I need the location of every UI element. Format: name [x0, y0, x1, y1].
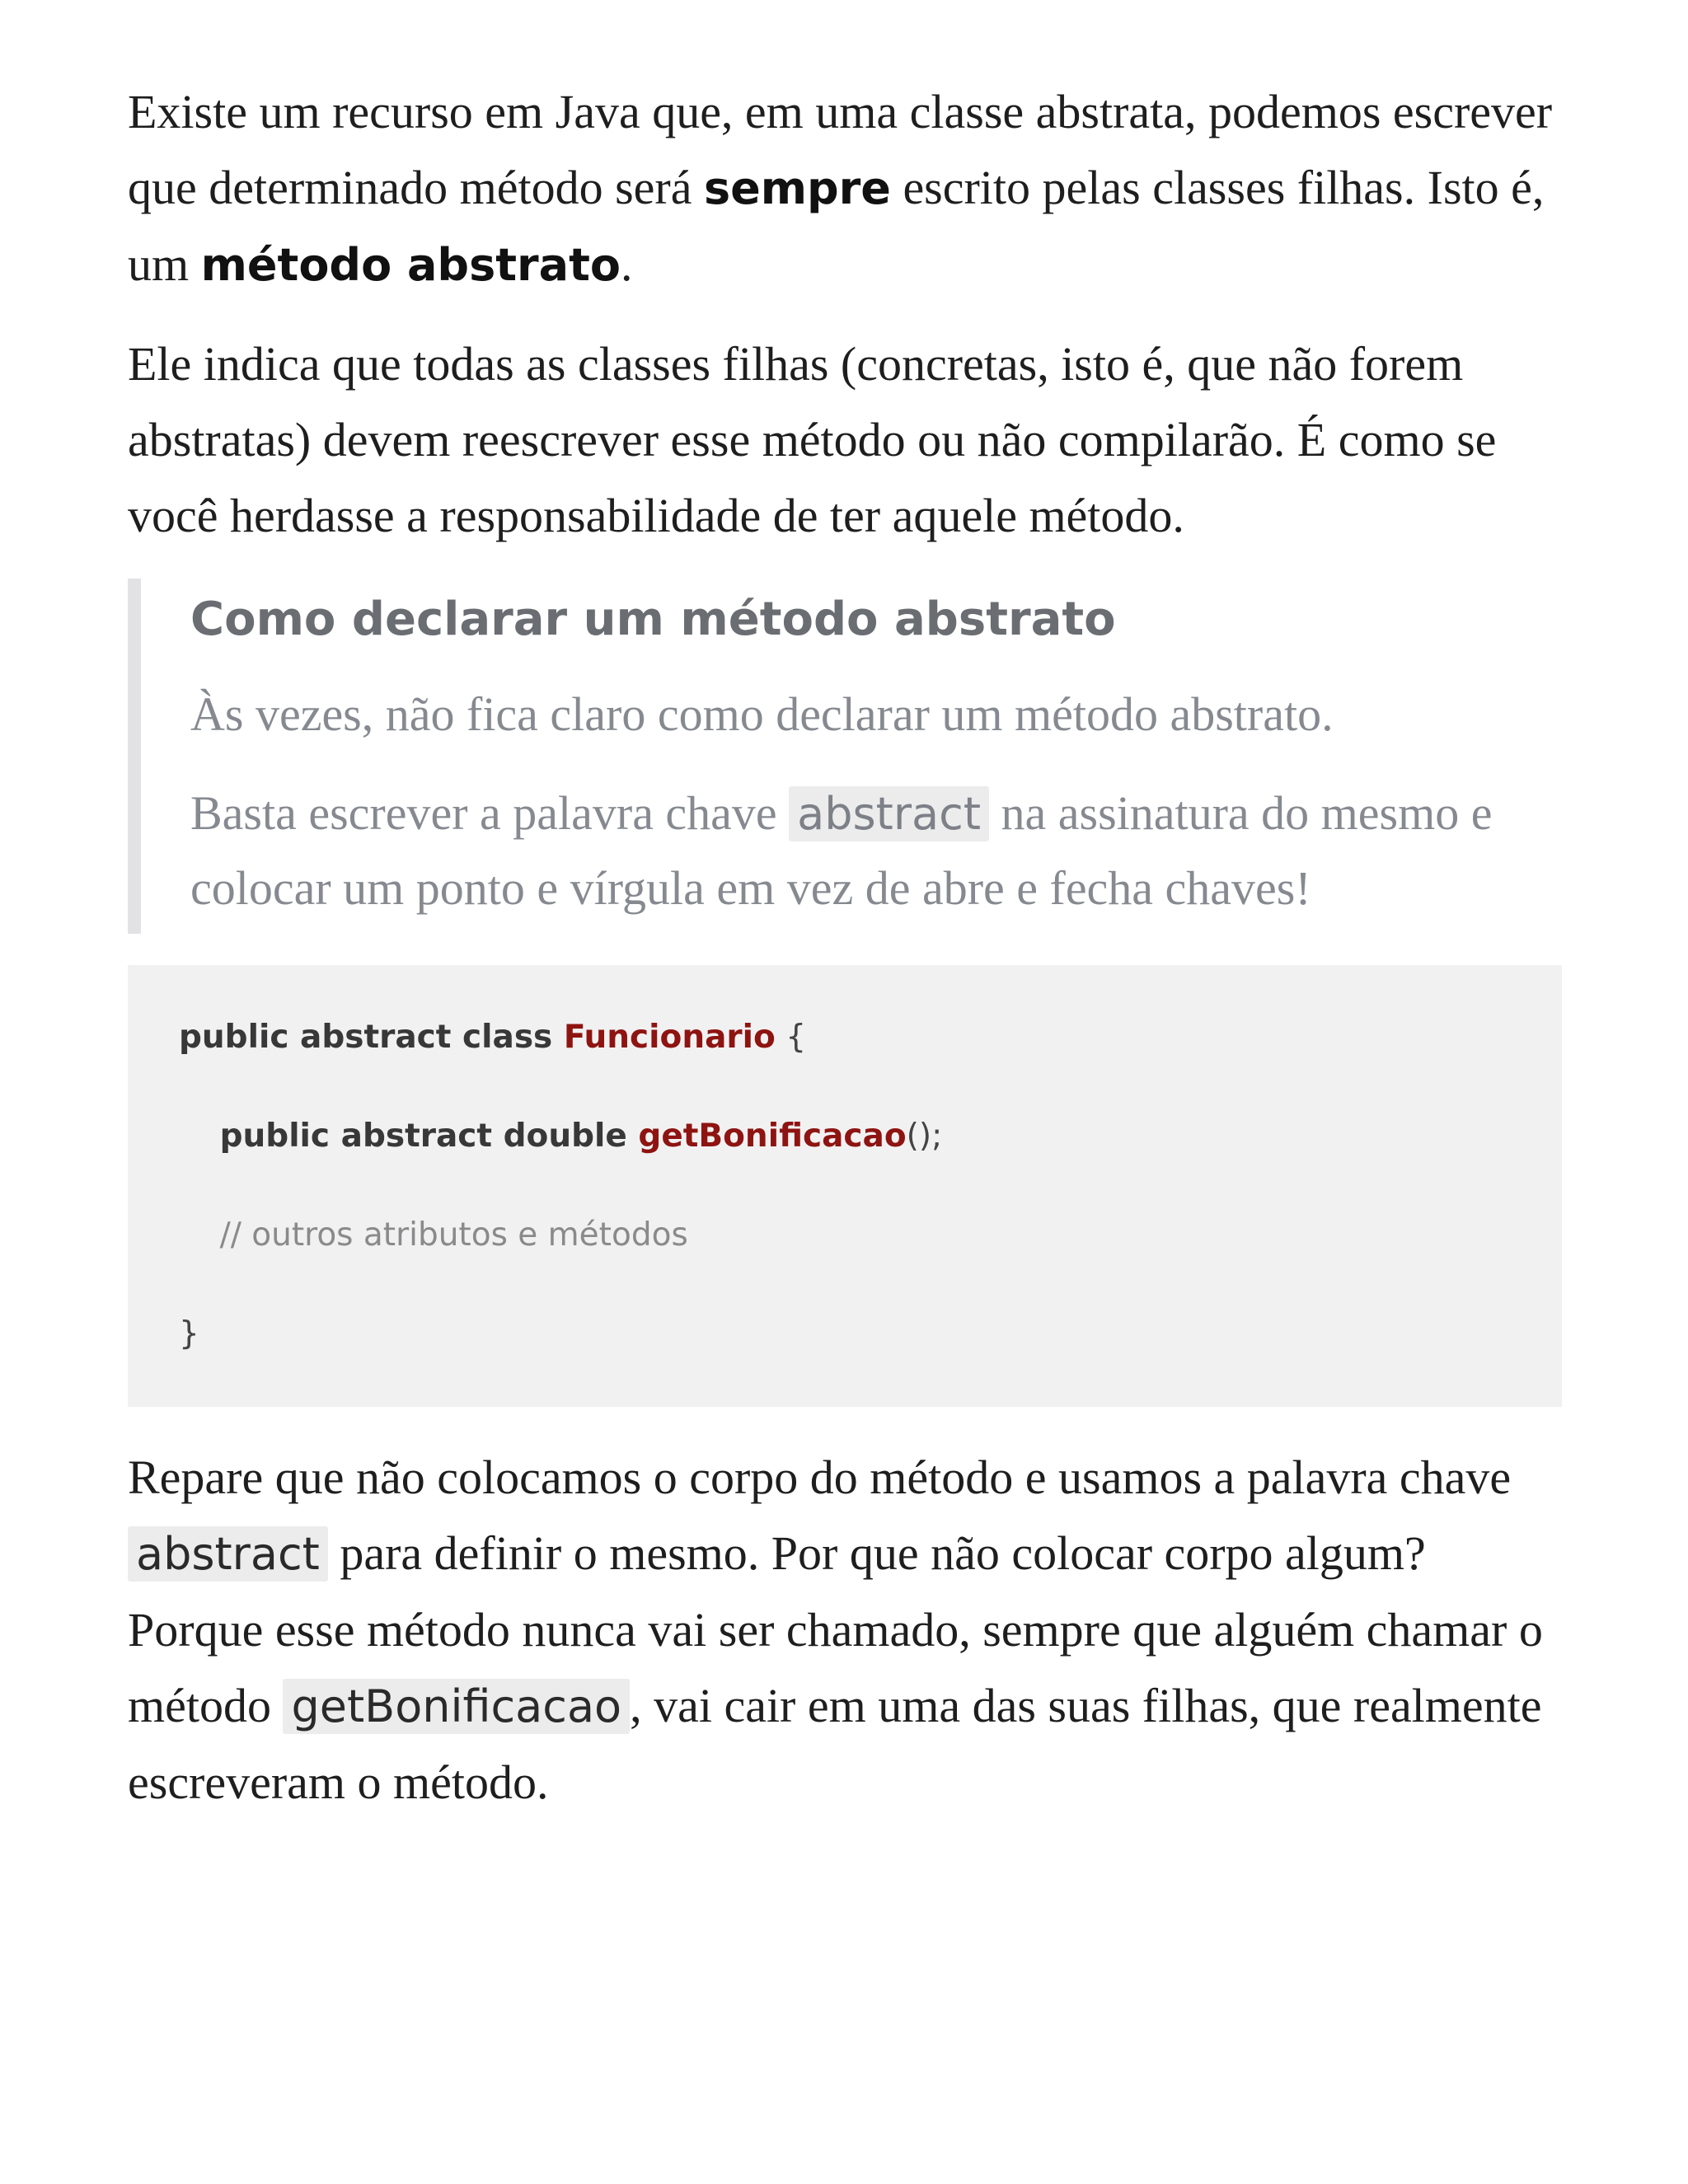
- code-brace: {: [775, 1019, 807, 1056]
- callout-paragraph: [190, 776, 1562, 926]
- paragraph-text: .: [621, 237, 633, 291]
- paragraph-text: Existe um recurso em Java que, em uma classe abstrata, podemos escrever que determinado método será: [128, 85, 1553, 214]
- inline-code-abstract: abstract: [789, 786, 989, 841]
- inline-code-getbonificacao: getBonificacao: [283, 1679, 630, 1734]
- code-method-name: getBonificacao: [638, 1118, 907, 1155]
- bold-text-sempre: sempre: [703, 162, 891, 214]
- code-closing-brace: }: [179, 1315, 199, 1352]
- code-class-name: Funcionario: [563, 1019, 776, 1056]
- code-punctuation: ();: [906, 1118, 943, 1155]
- code-keywords: public abstract class: [179, 1019, 564, 1056]
- callout-text: Basta escrever a palavra chave: [190, 786, 790, 840]
- paragraph-explanation: Ele indica que todas as classes filhas (concretas, isto é, que não forem abstratas) devem reescrever esse método ou não compilarão. É como se você herdasse a responsabilidade de ter aquele método.: [128, 337, 1497, 542]
- callout-text: na assinatura do mesmo e colocar um ponto e vírgula em vez de abre e fecha chaves!: [190, 786, 1493, 915]
- paragraph-intro: [128, 74, 1562, 303]
- code-keywords: public abstract double: [219, 1118, 639, 1155]
- bold-text-metodo-abstrato: método abstrato: [200, 239, 621, 291]
- code-block: [128, 965, 1562, 1407]
- paragraph-text: , vai cair em uma das suas filhas, que realmente escreveram o método.: [128, 1679, 1542, 1809]
- paragraph-conclusion: [128, 1440, 1562, 1821]
- paragraph-text: para definir o mesmo. Por que não colocar corpo algum? Porque esse método nunca vai ser chamado, sempre que alguém chamar o método: [128, 1526, 1543, 1732]
- code-line-2: [220, 1118, 943, 1155]
- paragraph-text: Repare que não colocamos o corpo do método e usamos a palavra chave: [128, 1451, 1512, 1504]
- code-comment: // outros atributos e métodos: [219, 1216, 688, 1254]
- paragraph-text: escrito pelas classes filhas. Isto é, um: [128, 161, 1545, 291]
- code-line-1: [179, 1019, 806, 1056]
- callout-paragraph: Às vezes, não fica claro como declarar um método abstrato.: [190, 687, 1334, 741]
- callout-box: [128, 579, 1562, 934]
- callout-title: Como declarar um método abstrato: [190, 593, 1116, 646]
- inline-code-abstract: abstract: [128, 1526, 328, 1582]
- article-content: [128, 74, 1562, 1845]
